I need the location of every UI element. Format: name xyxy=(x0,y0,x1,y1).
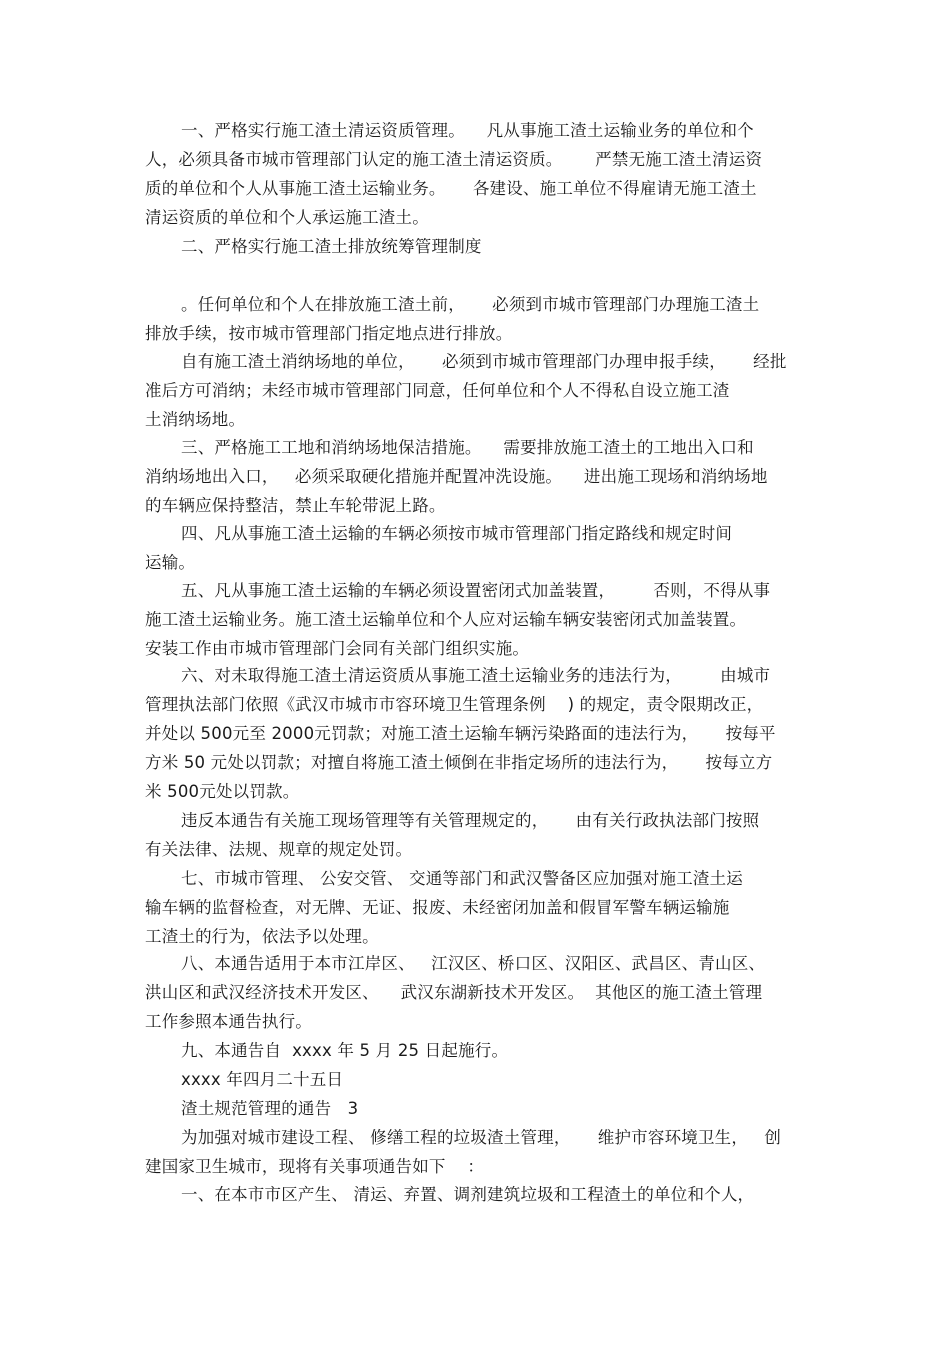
text-line: 八、本通告适用于本市江岸区、 江汉区、桥口区、汉阳区、武昌区、青山区、 xyxy=(181,954,766,973)
text-line: 一、在本市市区产生、 清运、弃置、调剂建筑垃圾和工程渣土的单位和个人， xyxy=(181,1185,755,1204)
text-line: 输车辆的监督检查，对无牌、无证、报废、未经密闭加盖和假冒军警车辆运输施 xyxy=(145,898,730,917)
text-line: 七、市城市管理、 公安交管、 交通等部门和武汉警备区应加强对施工渣土运 xyxy=(181,869,743,888)
paragraph-5 xyxy=(145,433,810,520)
text-line: 建国家卫生城市，现将有关事项通告如下 ： xyxy=(145,1157,485,1176)
text-line: 六、对未取得施工渣土清运资质从事施工渣土运输业务的违法行为， 由城市 xyxy=(181,666,771,685)
paragraph-11 xyxy=(145,949,810,1036)
text-line: 的车辆应保持整洁，禁止车轮带泥上路。 xyxy=(145,496,446,515)
text-line: 运输。 xyxy=(145,553,196,572)
paragraph-14 xyxy=(145,1180,810,1209)
text-line: 工渣土的行为，依法予以处理。 xyxy=(145,927,379,946)
text-line: 渣土规范管理的通告 3 xyxy=(181,1099,359,1118)
paragraph-10 xyxy=(145,864,810,951)
text-line: 清运资质的单位和个人承运施工渣土。 xyxy=(145,208,429,227)
text-line: 违反本通告有关施工现场管理等有关管理规定的， 由有关行政执法部门按照 xyxy=(181,811,760,830)
text-line: 并处以 500元至 2000元罚款；对施工渣土运输车辆污染路面的违法行为， 按每平 xyxy=(145,724,776,743)
text-line: 消纳场地出入口， 必须采取硬化措施并配置冲洗设施。 进出施工现场和消纳场地 xyxy=(145,467,768,486)
paragraph-8 xyxy=(145,661,810,806)
paragraph-13 xyxy=(145,1123,810,1181)
text-line: 四、凡从事施工渣土运输的车辆必须按市城市管理部门指定路线和规定时间 xyxy=(181,524,733,543)
text-line: 排放手续，按市城市管理部门指定地点进行排放。 xyxy=(145,324,513,343)
paragraph-3 xyxy=(145,290,810,348)
text-line: 洪山区和武汉经济技术开发区、 武汉东湖新技术开发区。 其他区的施工渣土管理 xyxy=(145,983,763,1002)
text-line: 有关法律、法规、规章的规定处罚。 xyxy=(145,840,413,859)
text-line: 。任何单位和个人在排放施工渣土前， 必须到市城市管理部门办理施工渣土 xyxy=(181,295,760,314)
text-line: xxxx 年四月二十五日 xyxy=(181,1070,344,1089)
text-line: 三、严格施工工地和消纳场地保洁措施。 需要排放施工渣土的工地出入口和 xyxy=(181,438,754,457)
text-line: 土消纳场地。 xyxy=(145,410,246,429)
text-line: 管理执法部门依照《武汉市城市市容环境卫生管理条例 ) 的规定，责令限期改正， xyxy=(145,695,764,714)
text-line: 五、凡从事施工渣土运输的车辆必须设置密闭式加盖装置， 否则，不得从事 xyxy=(181,581,771,600)
section-title xyxy=(145,1094,810,1123)
text-line: 二、严格实行施工渣土排放统筹管理制度 xyxy=(181,237,482,256)
text-line: 人，必须具备市城市管理部门认定的施工渣土清运资质。 严禁无施工渣土清运资 xyxy=(145,150,763,169)
text-line: 一、严格实行施工渣土清运资质管理。 凡从事施工渣土运输业务的单位和个 xyxy=(181,121,754,140)
paragraph-12 xyxy=(145,1036,810,1065)
text-line: 安装工作由市城市管理部门会同有关部门组织实施。 xyxy=(145,639,530,658)
text-line: 为加强对城市建设工程、 修缮工程的垃圾渣土管理， 维护市容环境卫生， 创 xyxy=(181,1128,782,1147)
paragraph-9 xyxy=(145,806,810,864)
paragraph-4 xyxy=(145,347,810,434)
text-line: 米 500元处以罚款。 xyxy=(145,782,300,801)
paragraph-6 xyxy=(145,519,810,577)
date-line xyxy=(145,1065,810,1094)
text-line: 施工渣土运输业务。施工渣土运输单位和个人应对运输车辆安装密闭式加盖装置。 xyxy=(145,610,747,629)
text-line: 质的单位和个人从事施工渣土运输业务。 各建设、施工单位不得雇请无施工渣土 xyxy=(145,179,757,198)
text-line: 方米 50 元处以罚款；对擅自将施工渣土倾倒在非指定场所的违法行为， 按每立方 xyxy=(145,753,773,772)
text-line: 工作参照本通告执行。 xyxy=(145,1012,312,1031)
text-line: 准后方可消纳；未经市城市管理部门同意，任何单位和个人不得私自设立施工渣 xyxy=(145,381,730,400)
paragraph-7 xyxy=(145,576,810,663)
text-line: 自有施工渣土消纳场地的单位， 必须到市城市管理部门办理申报手续， 经批 xyxy=(181,352,787,371)
text-line: 九、本通告自 xxxx 年 5 月 25 日起施行。 xyxy=(181,1041,509,1060)
paragraph-2 xyxy=(145,232,810,261)
paragraph-1 xyxy=(145,116,810,232)
